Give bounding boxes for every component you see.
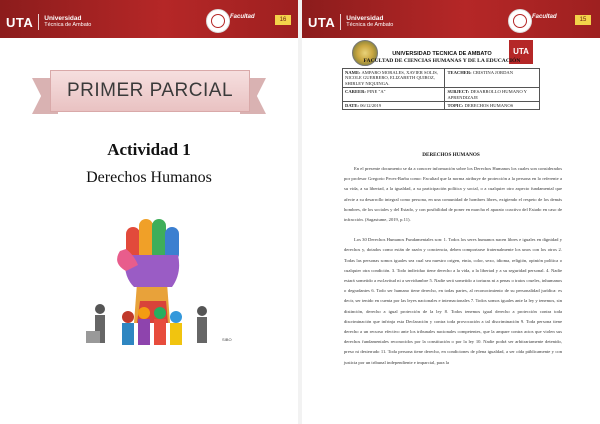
activity-title: Actividad 1 — [107, 140, 191, 159]
body-paragraph-2: Los 30 Derechos Humanos Fundamentales son: 1. Todos los seres humanos nacen libres e iguales en dignidad y derechos y, dotados como están de razón y conciencia, deben comportarse fraternalmente los unos con los otros 2. Todas las personas somos iguales sea cual sea nuestro origen, etnia, color, sexo, idioma, religión, opinión política o cualquier otra condición. 3. Todo individuo tiene derecho a la vida, a la libertad y a su seguridad personal. 4. Nadie estará sometido a esclavitud ni a servidumbre 5. Nadie será sometido a torturas ni a penas o tratos crueles, inhumanos o degradantes 6. Todo ser humano tiene derecho, en todas partes, al reconocimiento de su personalidad jurídica: es decir, ser tenido en cuenta por las leyes nacionales e internacionales 7. Todos somos iguales ante la ley y tenemos, sin distinción, derecho a igual protección de la ley 8. Todos tenemos igual derecho a protección contra toda discriminación que infrinja esta Declaración y contra toda provocación a tal discriminación 9. Toda persona tiene derecho a un recurso efectivo ante los tribunales nacionales competentes, que la ampare contra actos que violen sus derechos fundamentales reconocidos por la constitución o por la ley 10. Nadie podrá ser arbitrariamente detenido, preso ni desterrado 11. Toda persona tiene derecho, en condiciones de plena igualdad, a ser oída públicamente y con justicia por un tribunal independiente e imparcial, para la — [344, 237, 562, 365]
faculty-seal-text: Facultad — [230, 14, 255, 20]
faculty-seal-icon — [508, 9, 532, 33]
university-name — [44, 16, 91, 28]
name-cell — [343, 69, 445, 88]
date-cell — [343, 102, 445, 110]
subject-label: SUBJECT: — [447, 89, 470, 95]
university-line-2: Técnica de Ambato — [346, 22, 394, 28]
header-band — [0, 0, 298, 38]
body-paragraph-1: En el presente documento se da a conocer información sobre los Derechos Humanos los cuales son considerados por profesor Gregorio Peces-Barba como: Facultad que la norma atribuye de protección a la persona en lo referente a su vida, a su libertad, a la igualdad, a su participación política y social, o a cualquier otro aspecto fundamental que afecte a su desarrollo integral como persona, en una comunidad de hombres libres, exigiendo el respeto de los demás hombres, de los sociales y del Estado, y con posibilidad de poner en marcha el aparato coactivo del Estado en caso de infracción. (Sagastume, 2019, p.11). — [344, 166, 562, 223]
uta-logo-text: UTA — [6, 14, 34, 30]
uta-logo-badge: UTA — [509, 40, 533, 64]
page-number: 16 — [275, 15, 291, 25]
raised-fist-crowd-illustration — [82, 205, 222, 355]
uta-logo — [308, 12, 393, 32]
illustration-credit: SIBO — [222, 337, 232, 342]
right-page — [302, 0, 600, 424]
table-row — [343, 69, 540, 88]
faculty-seal-text: Facultad — [532, 14, 557, 20]
banner-title: PRIMER PARCIAL — [66, 80, 234, 101]
university-line-1: Universidad — [346, 15, 384, 22]
activity-subtitle: Derechos Humanos — [86, 169, 212, 186]
header-band — [302, 0, 600, 38]
topic-cell — [445, 102, 540, 110]
date-value: 06/12/2019 — [360, 103, 382, 109]
table-row — [343, 88, 540, 102]
date-label: DATE: — [345, 103, 359, 109]
logo-separator — [340, 14, 341, 30]
name-label: NAME: — [345, 70, 361, 75]
document-title: DERECHOS HUMANOS — [422, 152, 480, 158]
topic-label: TOPIC: — [447, 103, 464, 109]
uta-logo-text: UTA — [308, 14, 336, 30]
topic-value: DERECHOS HUMANOS — [464, 103, 514, 109]
university-line-2: Técnica de Ambato — [44, 22, 92, 28]
logo-separator — [38, 14, 39, 30]
career-label: CAREER: — [345, 89, 366, 95]
name-value: AMPARO MORALES, XAVIER SOLIS, NICOLE GUERRERO, ELIZABETH QUIROZ, SHIRLEY NIQUINGA. — [345, 70, 438, 86]
document-faculty-name: FACULTAD DE CIENCIAS HUMANAS Y DE LA EDUCACIÓN — [363, 58, 521, 64]
subject-cell — [445, 88, 540, 102]
teacher-label: TEACHER: — [447, 70, 472, 75]
teacher-cell — [445, 69, 540, 88]
university-name — [346, 16, 393, 28]
student-info-table — [342, 68, 540, 110]
university-line-1: Universidad — [44, 15, 82, 22]
uta-logo — [6, 12, 91, 32]
career-cell — [343, 88, 445, 102]
table-row — [343, 102, 540, 110]
document-body — [344, 164, 562, 378]
subject-value: DESARROLLO HUMANO Y APRENDIZAJE — [447, 89, 527, 100]
faculty-seal-icon — [206, 9, 230, 33]
document-university-name: UNIVERSIDAD TECNICA DE AMBATO — [392, 51, 492, 57]
career-value: PINE "A" — [367, 89, 386, 95]
teacher-value: CRISTINA JORDAN — [472, 70, 514, 75]
page-number: 15 — [575, 15, 591, 25]
section-banner — [50, 70, 250, 112]
left-page — [0, 0, 298, 424]
